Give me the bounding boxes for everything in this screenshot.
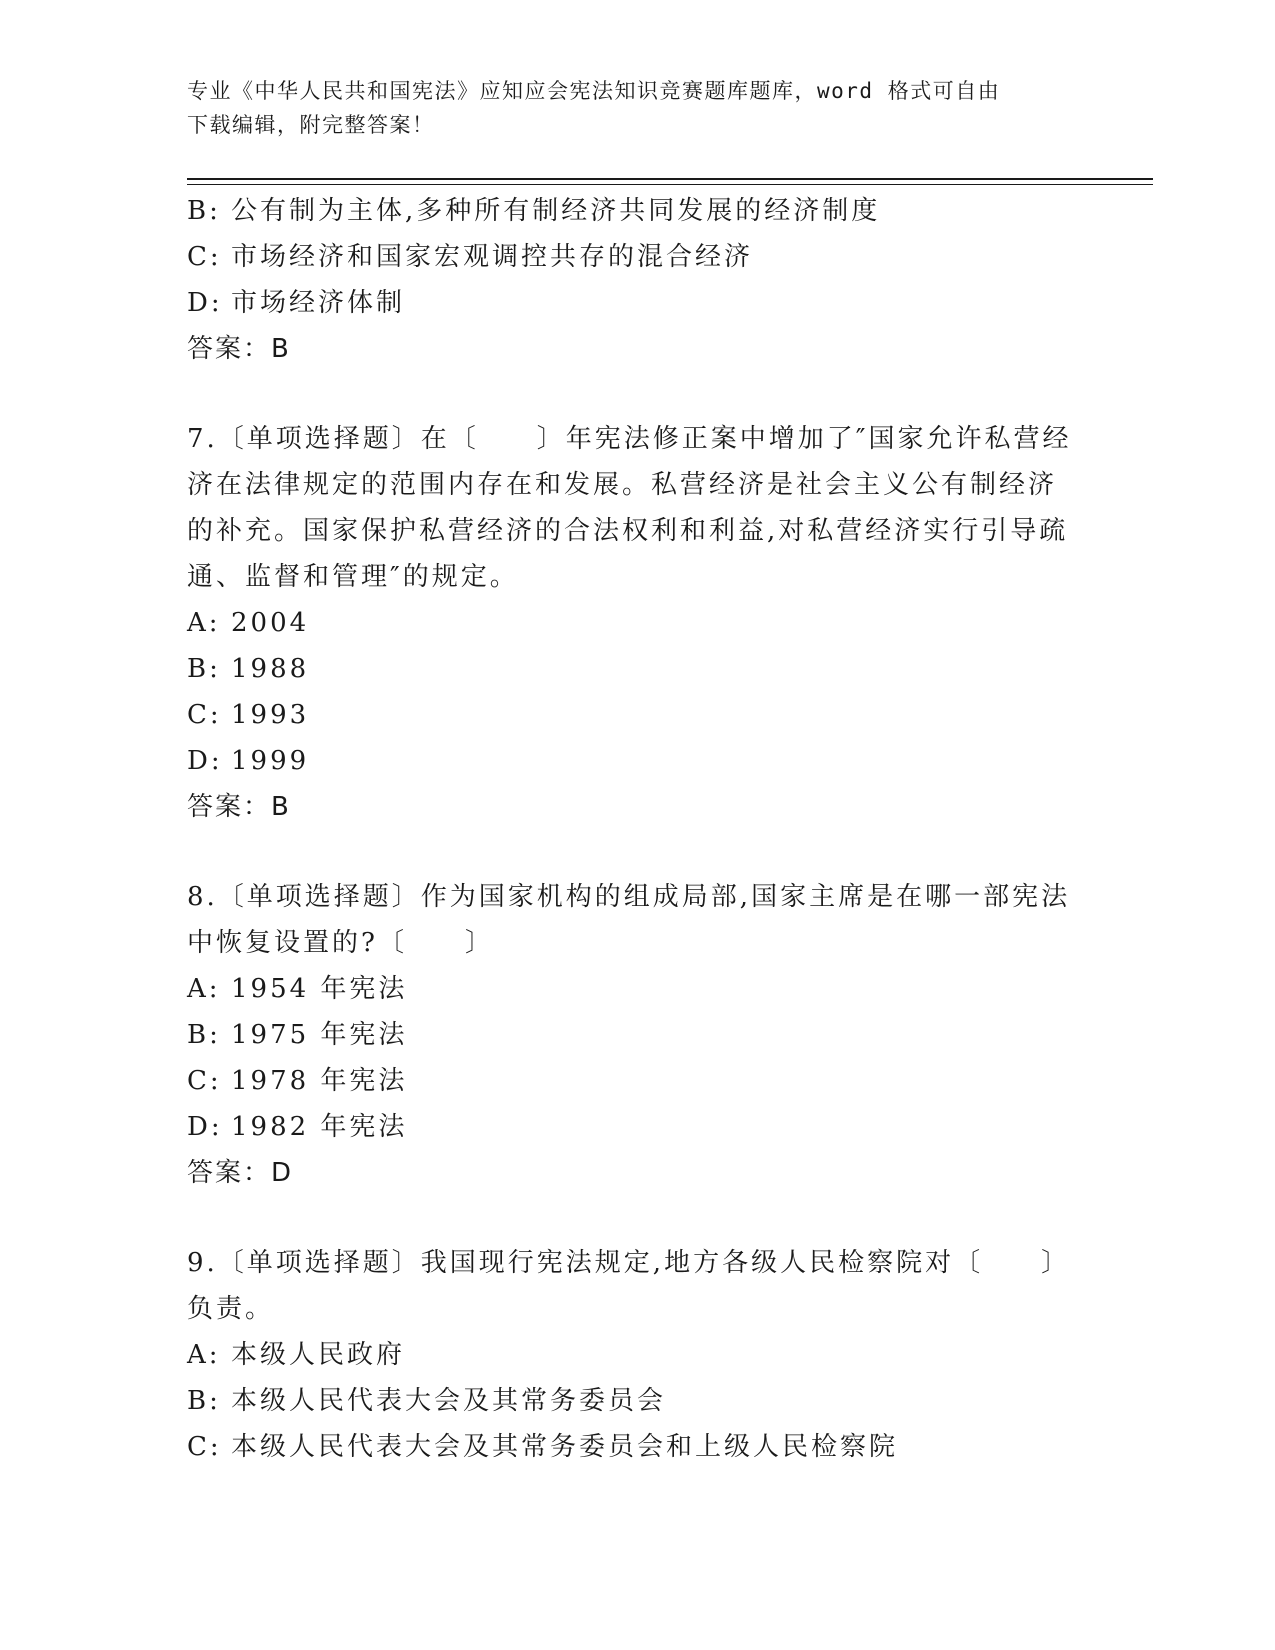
option-letter: C: bbox=[187, 700, 222, 730]
option-text: 2004 bbox=[231, 608, 310, 638]
option-letter: D: bbox=[187, 1112, 223, 1142]
question-text-line: 通、监督和管理″的规定。 bbox=[187, 562, 519, 592]
option-letter: A: bbox=[187, 974, 221, 1004]
option-d bbox=[187, 280, 1087, 326]
question-text-line: 的补充。国家保护私营经济的合法权利和利益,对私营经济实行引导疏 bbox=[187, 516, 1069, 546]
header-line-1: 专业《中华人民共和国宪法》应知应会宪法知识竞赛题库题库，word 格式可自由 bbox=[187, 79, 1001, 103]
option-c bbox=[187, 1424, 1087, 1470]
page-header bbox=[187, 74, 1067, 142]
header-divider-thick bbox=[187, 178, 1153, 180]
question-text-line: 8.〔单项选择题〕作为国家机构的组成局部,国家主席是在哪一部宪法 bbox=[187, 882, 1071, 912]
question-6-continued bbox=[187, 188, 1087, 372]
question-9 bbox=[187, 1240, 1087, 1470]
option-text: 市场经济和国家宏观调控共存的混合经济 bbox=[231, 242, 754, 272]
option-text: 本级人民代表大会及其常务委员会和上级人民检察院 bbox=[231, 1432, 899, 1462]
option-letter: B: bbox=[187, 196, 221, 226]
header-divider-thin bbox=[187, 184, 1153, 185]
option-text: 市场经济体制 bbox=[231, 288, 406, 318]
option-text: 1993 bbox=[231, 700, 310, 730]
question-text-line: 9.〔单项选择题〕我国现行宪法规定,地方各级人民检察院对〔 〕 bbox=[187, 1248, 1071, 1278]
question-text-line: 负责。 bbox=[187, 1294, 275, 1324]
option-text: 1978 年宪法 bbox=[231, 1066, 408, 1096]
question-text-line: 济在法律规定的范围内存在和发展。私营经济是社会主义公有制经济 bbox=[187, 470, 1058, 500]
option-text: 1975 年宪法 bbox=[231, 1020, 408, 1050]
option-d bbox=[187, 738, 1087, 784]
option-b bbox=[187, 188, 1087, 234]
answer: 答案：B bbox=[187, 792, 291, 822]
option-letter: A: bbox=[187, 1340, 221, 1370]
option-a bbox=[187, 600, 1087, 646]
option-letter: B: bbox=[187, 654, 221, 684]
option-b bbox=[187, 646, 1087, 692]
option-letter: B: bbox=[187, 1020, 221, 1050]
option-d bbox=[187, 1104, 1087, 1150]
option-b bbox=[187, 1378, 1087, 1424]
option-a bbox=[187, 1332, 1087, 1378]
option-text: 1982 年宪法 bbox=[231, 1112, 408, 1142]
option-letter: B: bbox=[187, 1386, 221, 1416]
answer: 答案：D bbox=[187, 1158, 294, 1188]
option-text: 公有制为主体,多种所有制经济共同发展的经济制度 bbox=[231, 196, 881, 226]
question-8 bbox=[187, 874, 1087, 1196]
option-a bbox=[187, 966, 1087, 1012]
option-b bbox=[187, 1012, 1087, 1058]
option-text: 本级人民政府 bbox=[231, 1340, 406, 1370]
option-c bbox=[187, 234, 1087, 280]
option-c bbox=[187, 1058, 1087, 1104]
option-letter: C: bbox=[187, 1432, 222, 1462]
option-text: 1954 年宪法 bbox=[231, 974, 408, 1004]
option-letter: C: bbox=[187, 1066, 222, 1096]
option-text: 1999 bbox=[231, 746, 310, 776]
option-letter: A: bbox=[187, 608, 221, 638]
question-text-line: 7.〔单项选择题〕在〔 〕年宪法修正案中增加了″国家允许私营经 bbox=[187, 424, 1072, 454]
header-line-2: 下载编辑，附完整答案！ bbox=[187, 113, 435, 137]
question-text-line: 中恢复设置的?〔 〕 bbox=[187, 928, 494, 958]
option-c bbox=[187, 692, 1087, 738]
question-list bbox=[187, 188, 1087, 1470]
option-text: 1988 bbox=[231, 654, 310, 684]
option-letter: D: bbox=[187, 746, 223, 776]
option-letter: C: bbox=[187, 242, 222, 272]
option-letter: D: bbox=[187, 288, 223, 318]
question-7 bbox=[187, 416, 1087, 830]
option-text: 本级人民代表大会及其常务委员会 bbox=[231, 1386, 667, 1416]
answer: 答案：B bbox=[187, 334, 291, 364]
